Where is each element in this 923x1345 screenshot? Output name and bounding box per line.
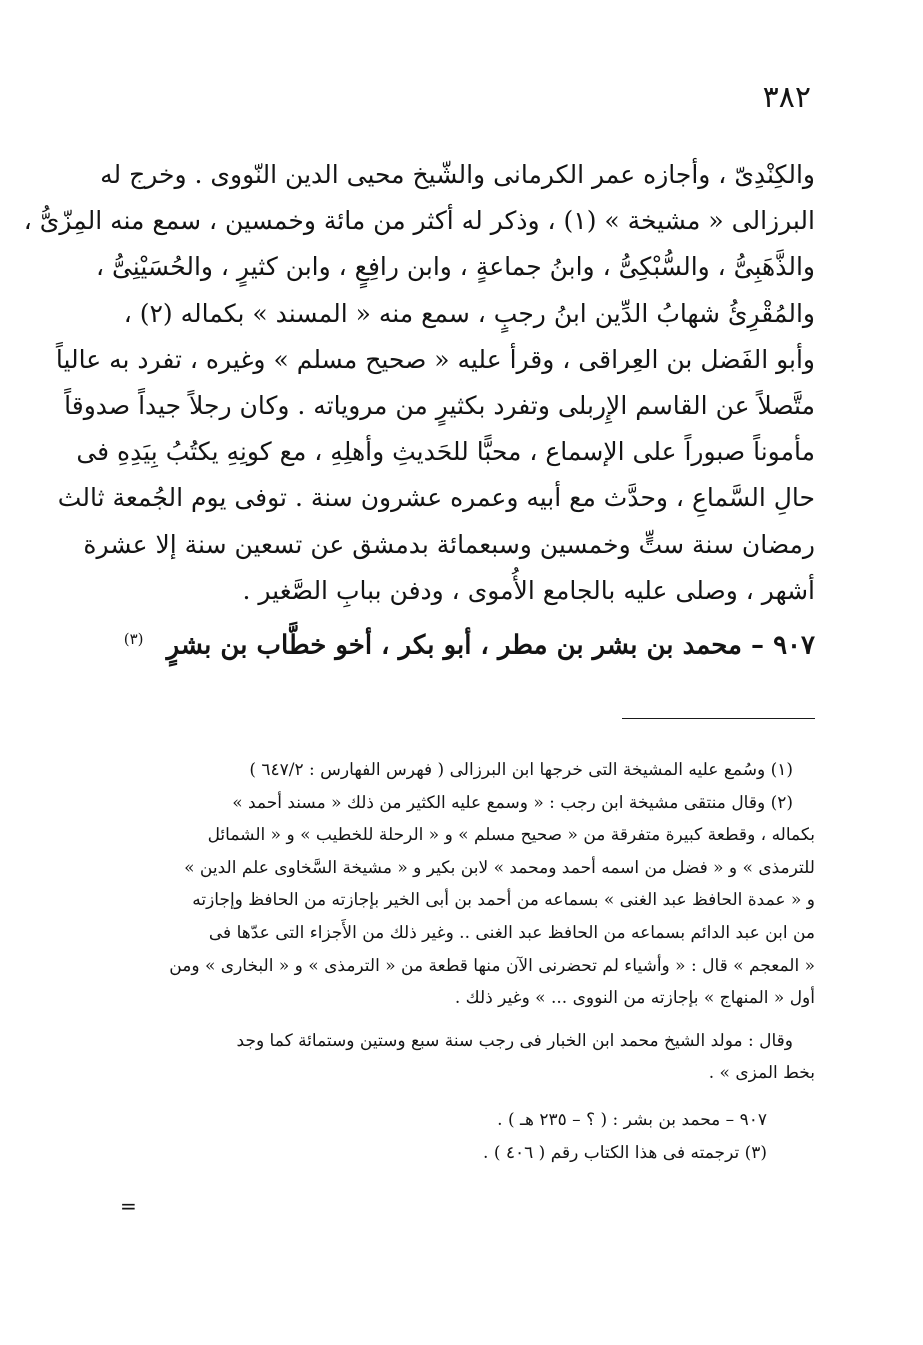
footnote-line: (٣) ترجمته فى هذا الكتاب رقم ( ٤٠٦ ) . xyxy=(483,1142,767,1163)
text-line: رمضان سنة ستٍّ وخمسين وسبعمائة بدمشق عن تسعين سنة إلا عشرة xyxy=(83,529,815,559)
footnote-line: للترمذى » و « فضل من اسمه أحمد ومحمد » لابن بكير و « مشيخة السَّخاوى علم الدين » xyxy=(184,857,815,878)
footnote-line: بخط المزى » . xyxy=(708,1063,815,1084)
footnote-line: أول « المنهاج » بإجازته من النووى ... » وغير ذلك . xyxy=(454,988,815,1009)
margin-mark: = xyxy=(120,1194,137,1218)
footnote-line: ٩٠٧ – محمد بن بشر : ( ؟ – ٢٣٥ هـ ) . xyxy=(497,1109,767,1130)
footnotes-block xyxy=(135,754,815,1169)
text-line: وأبو الفَضل بن العِراقى ، وقرأ عليه « صحيح مسلم » وغيره ، تفرد به عالياً xyxy=(55,344,815,374)
footnote-line: (١) وسُمع عليه المشيخة التى خرجها ابن البرزالى ( فهرس الفهارس : ٦٤٧/٢ ) xyxy=(249,760,793,780)
footnote-line: وقال : مولد الشيخ محمد ابن الخبار فى رجب سنة سبع وستين وستمائة كما وجد xyxy=(236,1030,793,1051)
footnote-separator xyxy=(622,718,815,719)
entry-heading-text: ٩٠٧ – محمد بن بشر بن مطر ، أبو بكر ، أخو خطَّاب بن بشرٍ xyxy=(166,630,815,661)
footnote-line: من ابن عبد الدائم بسماعه من الحافظ عبد الغنى .. وغير ذلك من الأَجزاء التى عدّها فى xyxy=(208,922,815,943)
text-line: البرزالى « مشيخة » (١) ، وذكر له أكثر من مائة وخمسين ، سمع منه المِزّىُّ ، xyxy=(23,206,815,236)
footnote-line: بكماله ، وقطعة كبيرة متفرقة من « صحيح مسلم » و « الرحلة للخطيب » و « الشمائل xyxy=(207,825,815,846)
text-line: والذَّهَبِىُّ ، والسُّبْكِىُّ ، وابنُ جماعةٍ ، وابن رافِعٍ ، وابن كثيرٍ ، والحُسَيْنِىُّ ، xyxy=(95,252,815,282)
text-line: مأموناً صبوراً على الإسماع ، محبًّا للحَديثِ وأهلِهِ ، مع كونِهِ يكتُبُ بِيَدِهِ فى xyxy=(76,437,815,467)
text-line: والمُقْرِئُ شهابُ الدِّين ابنُ رجبٍ ، سمع منه « المسند » بكماله (٢) ، xyxy=(123,298,815,328)
footnote-line: « المعجم » قال : « وأشياء لم تحضرنى الآن منها قطعة من « الترمذى » و « البخارى » ومن xyxy=(169,955,815,976)
page-number: ٣٨٢ xyxy=(762,80,811,115)
text-line: حالِ السَّماعِ ، وحدَّث مع أبيه وعمره عشرون سنة . توفى يوم الجُمعة ثالث xyxy=(57,483,815,513)
footnote-reference[interactable]: (٣) xyxy=(123,630,144,648)
text-line: والكِنْدِىّ ، وأجازه عمر الكرمانى والشّيخ محيى الدين النّووى . وخرج له xyxy=(100,160,815,189)
entry-heading xyxy=(110,630,815,661)
main-text-block xyxy=(23,152,815,614)
footnote-line: (٢) وقال منتقى مشيخة ابن رجب : « وسمع عليه الكثير من ذلك « مسند أحمد » xyxy=(232,792,793,813)
footnote-line: و « عمدة الحافظ عبد الغنى » بسماعه من أحمد بن أبى الخير بإجازته من الحافظ وإجازته xyxy=(192,890,815,911)
text-line: أشهر ، وصلى عليه بالجامع الأُموى ، ودفن ببابِ الصَّغير . xyxy=(242,575,815,605)
text-line: متَّصلاً عن القاسم الإِربلى وتفرد بكثيرٍ من مروياته . وكان رجلاً جيداً صدوقاً xyxy=(64,390,815,420)
